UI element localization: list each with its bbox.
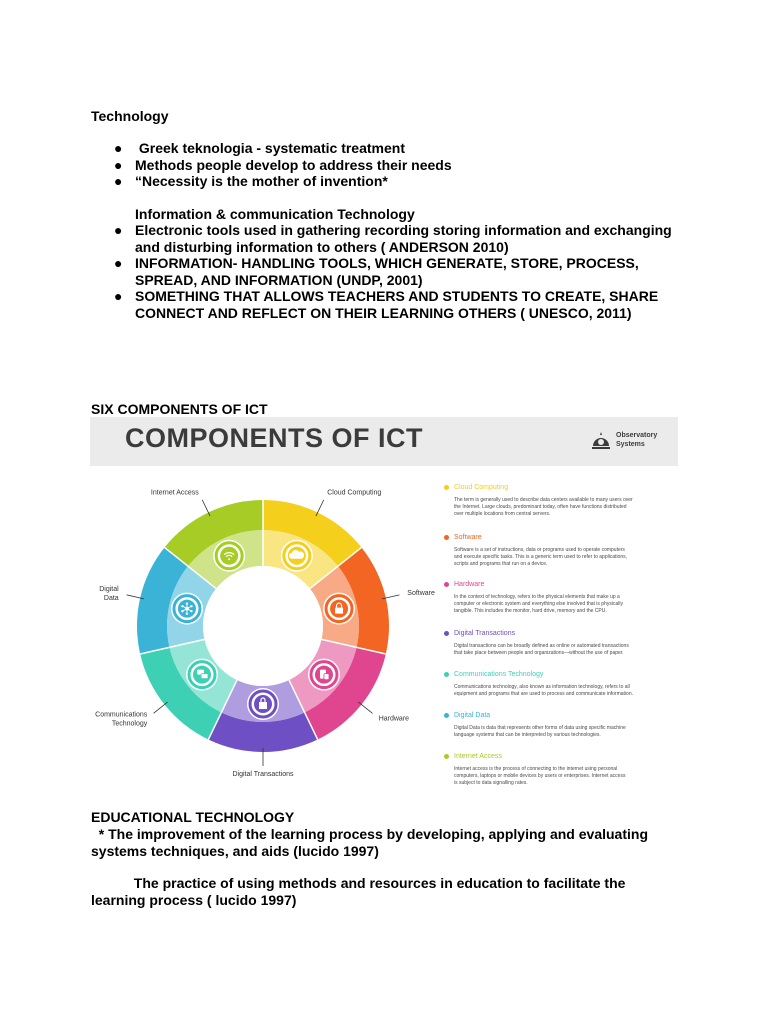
component-description [442, 547, 670, 568]
description-line: Communications technology, also known as information technology, refers to all [454, 684, 630, 690]
definition-line: The practice of using methods and resources in education to facilitate the [91, 875, 626, 891]
brand-line: Systems [616, 441, 645, 448]
bullet-text: Greek teknologia - systematic treatment [135, 140, 405, 156]
description-line: The term is generally used to describe data centers available to many users over [454, 497, 633, 503]
description-line: language systems that can be interpreted by various technologies. [454, 732, 601, 738]
infographic-title: COMPONENTS OF ICT [125, 423, 423, 453]
color-dot-icon [444, 582, 449, 587]
chat-icon [186, 659, 218, 691]
component-name: Software [454, 534, 482, 541]
component-description [442, 497, 670, 518]
component-name: Digital Transactions [454, 630, 516, 637]
description-line: is subject to data signalling rates. [454, 780, 528, 786]
bullet-line: Electronic tools used in gathering recording storing information and exchanging [135, 222, 672, 238]
ict-heading: Information & communication Technology [135, 206, 415, 222]
bullet-text: “Necessity is the mother of invention* [135, 173, 388, 189]
component-item-software [442, 533, 670, 568]
description-line: Digital Data is data that represents other forms of data using specific machine [454, 725, 626, 731]
infographic-brand [616, 431, 657, 449]
shopping-bag-icon [247, 688, 279, 720]
infographic-header [90, 417, 678, 466]
wheel-label-internet-access: Internet Access [150, 489, 199, 497]
bullet-line: and disturbing information to others ( ANDERSON 2010) [135, 238, 509, 255]
description-line: computer or electronic system and everything else involved that is physically [454, 601, 623, 607]
component-title [442, 580, 670, 590]
component-name: Cloud Computing [454, 484, 509, 491]
component-name: Communications Technology [454, 671, 544, 678]
observatory-logo-icon [590, 429, 612, 451]
color-dot-icon [444, 485, 449, 490]
cloud-icon [281, 540, 313, 572]
color-dot-icon [444, 672, 449, 677]
description-line: In the context of technology, refers to the physical elements that make up a [454, 594, 620, 600]
wheel-leader-line [358, 702, 372, 713]
ict-components-infographic [90, 417, 678, 808]
wheel-hub [203, 566, 323, 686]
color-dot-icon [444, 631, 449, 636]
description-line: Digital transactions can be broadly defined as online or automated transactions [454, 643, 629, 649]
definition-line: systems techniques, and aids (lucido 1997) [91, 842, 379, 859]
description-line: scripts and programs that run on a device. [454, 561, 548, 567]
edtech-heading: EDUCATIONAL TECHNOLOGY [91, 809, 295, 825]
bullet-icon: ● [114, 173, 123, 189]
wheel-leader-line [154, 702, 168, 713]
component-description [442, 643, 670, 657]
component-title [442, 629, 670, 639]
heading-technology: Technology [91, 108, 169, 124]
description-line: and execute specific tasks. This is a generic term used to refer to applications, [454, 554, 628, 560]
bullet-line: INFORMATION- HANDLING TOOLS, WHICH GENERATE, STORE, PROCESS, [135, 255, 639, 271]
component-description [442, 725, 670, 739]
bullet-icon: ● [114, 222, 123, 238]
description-line: the Internet. Large clouds, predominant today, often have functions distributed [454, 504, 627, 510]
bullet-icon: ● [114, 288, 123, 304]
bullet-text [135, 255, 639, 288]
definition-line: * The improvement of the learning process by developing, applying and evaluating [91, 826, 648, 842]
bullet-line: SPREAD, AND INFORMATION (UNDP, 2001) [135, 271, 423, 288]
component-item-digital-data [442, 711, 670, 739]
color-dot-icon [444, 535, 449, 540]
color-dot-icon [444, 754, 449, 759]
component-item-digital-transactions [442, 629, 670, 657]
description-line: Internet access is the process of connecting to the internet using personal [454, 766, 618, 772]
components-wheel [90, 466, 435, 808]
bullet-icon: ● [114, 255, 123, 271]
wheel-label-software: Software [407, 590, 435, 598]
bullet-line: CONNECT AND REFLECT ON THEIR LEARNING OTHERS ( UNESCO, 2011) [135, 304, 632, 321]
description-line: over multiple locations from central servers. [454, 511, 551, 517]
bullet-text [135, 222, 672, 255]
network-icon [171, 593, 203, 625]
component-title [442, 670, 670, 680]
component-item-communications-technology [442, 670, 670, 698]
bullet-text: Methods people develop to address their needs [135, 157, 452, 173]
component-description [442, 684, 670, 698]
component-item-internet-access [442, 752, 670, 787]
wifi-icon [213, 540, 245, 572]
wheel-label-communications-technology: Communications Technology [95, 711, 148, 728]
definition-line: learning process ( lucido 1997) [91, 891, 297, 908]
component-name: Internet Access [454, 753, 502, 760]
devices-icon [308, 659, 340, 691]
component-name: Digital Data [454, 712, 491, 719]
six-components-heading: SIX COMPONENTS OF ICT [91, 401, 268, 417]
edtech-definition-1 [91, 826, 648, 859]
description-line: that take place between people and organizations—without the use of paper. [454, 650, 624, 656]
wheel-label-digital-data: Digital Data [99, 586, 119, 603]
bullet-line: SOMETHING THAT ALLOWS TEACHERS AND STUDENTS TO CREATE, SHARE [135, 288, 659, 304]
component-item-hardware [442, 580, 670, 615]
wheel-label-digital-transactions: Digital Transactions [232, 771, 294, 778]
component-title [442, 483, 670, 493]
description-line: tangible. This includes the monitor, hard drive, memory and the CPU. [454, 608, 607, 614]
brand-line: Observatory [616, 432, 658, 439]
bullet-icon: ● [114, 157, 123, 173]
description-line: computers, laptops or mobile devices by users or enterprises. Internet access [454, 773, 626, 779]
description-line: equipment and programs that are used to process and communicate information. [454, 691, 633, 697]
component-item-cloud-computing [442, 483, 670, 518]
lock-icon [323, 593, 355, 625]
bullet-text [135, 288, 658, 321]
component-description [442, 594, 670, 615]
component-description [442, 766, 670, 787]
bullet-icon: ● [114, 140, 123, 156]
wheel-label-cloud-computing: Cloud Computing [327, 489, 382, 497]
component-name: Hardware [454, 581, 485, 588]
component-title [442, 752, 670, 762]
color-dot-icon [444, 713, 449, 718]
description-line: Software is a set of instructions, data or programs used to operate computers [454, 547, 625, 553]
wheel-label-hardware: Hardware [378, 715, 410, 723]
component-title [442, 533, 670, 543]
edtech-definition-2 [91, 875, 625, 908]
component-title [442, 711, 670, 721]
